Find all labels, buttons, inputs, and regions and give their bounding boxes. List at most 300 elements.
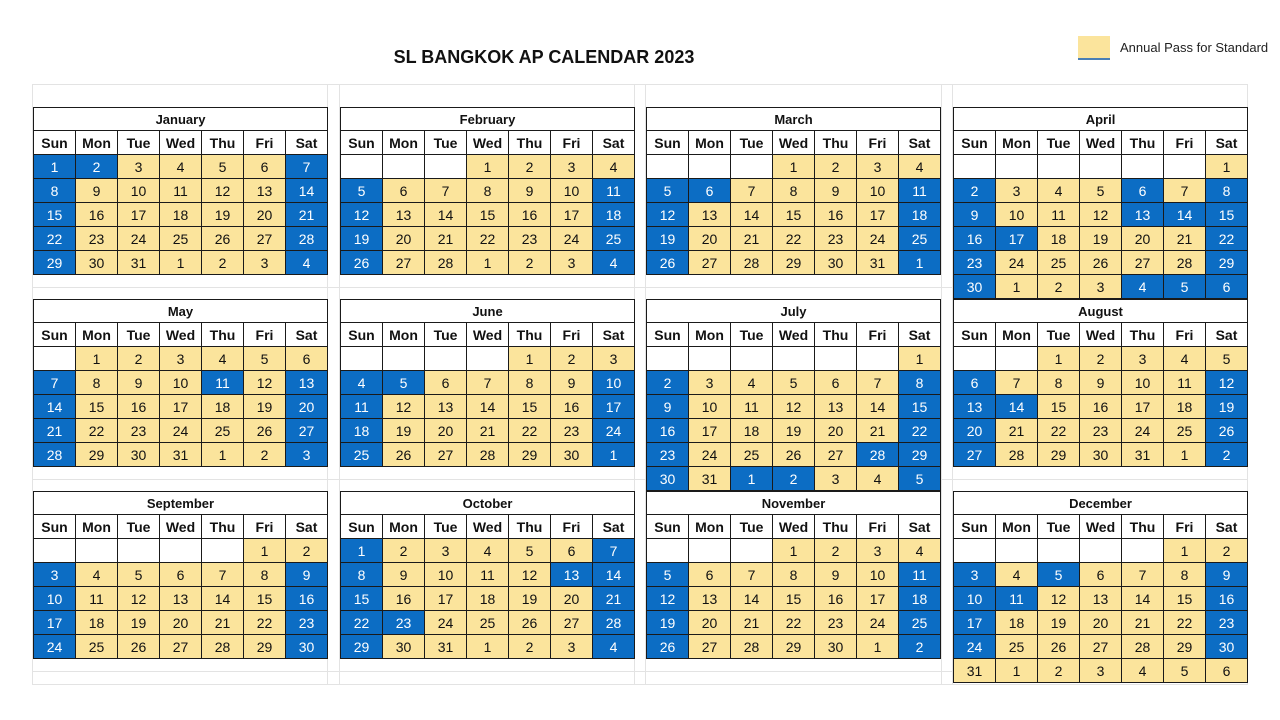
day-cell: 29 bbox=[76, 443, 118, 467]
empty-cell bbox=[341, 347, 383, 371]
empty-cell bbox=[857, 347, 899, 371]
day-cell: 24 bbox=[34, 635, 76, 659]
day-cell: 13 bbox=[425, 395, 467, 419]
month-name: April bbox=[954, 108, 1248, 131]
day-cell: 26 bbox=[341, 251, 383, 275]
day-cell: 15 bbox=[1206, 203, 1248, 227]
day-cell: 3 bbox=[857, 155, 899, 179]
day-cell: 9 bbox=[815, 179, 857, 203]
weekday-header: Fri bbox=[857, 323, 899, 347]
day-cell: 6 bbox=[1122, 179, 1164, 203]
month-table bbox=[953, 299, 1248, 467]
next-month-day-cell: 2 bbox=[509, 635, 551, 659]
next-month-day-cell: 4 bbox=[593, 635, 635, 659]
day-cell: 27 bbox=[425, 443, 467, 467]
next-month-day-cell: 1 bbox=[1164, 443, 1206, 467]
day-cell: 19 bbox=[1206, 395, 1248, 419]
day-cell: 25 bbox=[1038, 251, 1080, 275]
day-cell: 13 bbox=[244, 179, 286, 203]
next-month-day-cell: 4 bbox=[286, 251, 328, 275]
day-cell: 19 bbox=[647, 611, 689, 635]
weekday-header: Sat bbox=[593, 323, 635, 347]
weekday-header: Fri bbox=[551, 131, 593, 155]
month-september bbox=[33, 491, 328, 659]
day-cell: 17 bbox=[160, 395, 202, 419]
sheet-gridline bbox=[941, 84, 942, 684]
day-cell: 6 bbox=[286, 347, 328, 371]
day-cell: 24 bbox=[857, 227, 899, 251]
day-cell: 7 bbox=[731, 563, 773, 587]
weekday-header: Tue bbox=[731, 131, 773, 155]
month-february bbox=[340, 107, 635, 275]
weekday-header: Wed bbox=[160, 323, 202, 347]
weekday-header: Thu bbox=[202, 323, 244, 347]
day-cell: 22 bbox=[899, 419, 941, 443]
weekday-header: Wed bbox=[467, 515, 509, 539]
next-month-day-cell: 1 bbox=[731, 467, 773, 491]
day-cell: 22 bbox=[34, 227, 76, 251]
day-cell: 10 bbox=[118, 179, 160, 203]
weekday-header: Sun bbox=[647, 323, 689, 347]
day-cell: 31 bbox=[1122, 443, 1164, 467]
day-cell: 5 bbox=[202, 155, 244, 179]
day-cell: 3 bbox=[425, 539, 467, 563]
empty-cell bbox=[383, 155, 425, 179]
day-cell: 13 bbox=[286, 371, 328, 395]
day-cell: 23 bbox=[647, 443, 689, 467]
day-cell: 31 bbox=[425, 635, 467, 659]
day-cell: 10 bbox=[689, 395, 731, 419]
weekday-header: Thu bbox=[509, 323, 551, 347]
day-cell: 8 bbox=[773, 563, 815, 587]
day-cell: 28 bbox=[857, 443, 899, 467]
day-cell: 21 bbox=[202, 611, 244, 635]
day-cell: 30 bbox=[1206, 635, 1248, 659]
day-cell: 7 bbox=[425, 179, 467, 203]
day-cell: 24 bbox=[551, 227, 593, 251]
day-cell: 5 bbox=[647, 563, 689, 587]
next-month-day-cell: 1 bbox=[899, 251, 941, 275]
day-cell: 20 bbox=[1122, 227, 1164, 251]
day-cell: 3 bbox=[996, 179, 1038, 203]
day-cell: 5 bbox=[773, 371, 815, 395]
weekday-header: Sat bbox=[286, 323, 328, 347]
day-cell: 23 bbox=[1206, 611, 1248, 635]
sheet-gridline bbox=[32, 84, 1248, 85]
day-cell: 4 bbox=[341, 371, 383, 395]
day-cell: 23 bbox=[76, 227, 118, 251]
day-cell: 13 bbox=[551, 563, 593, 587]
day-cell: 27 bbox=[954, 443, 996, 467]
weekday-header: Mon bbox=[76, 131, 118, 155]
day-cell: 13 bbox=[383, 203, 425, 227]
next-month-day-cell: 6 bbox=[1206, 659, 1248, 683]
day-cell: 8 bbox=[34, 179, 76, 203]
day-cell: 16 bbox=[76, 203, 118, 227]
next-month-day-cell: 3 bbox=[1080, 275, 1122, 299]
legend-label: Annual Pass for Standard bbox=[1120, 40, 1269, 55]
day-cell: 4 bbox=[899, 539, 941, 563]
day-cell: 14 bbox=[593, 563, 635, 587]
weekday-header: Sat bbox=[899, 515, 941, 539]
day-cell: 28 bbox=[1164, 251, 1206, 275]
weekday-header: Mon bbox=[383, 515, 425, 539]
empty-cell bbox=[689, 347, 731, 371]
day-cell: 18 bbox=[899, 587, 941, 611]
day-cell: 8 bbox=[1164, 563, 1206, 587]
weekday-header: Sat bbox=[593, 131, 635, 155]
day-cell: 27 bbox=[160, 635, 202, 659]
day-cell: 12 bbox=[1038, 587, 1080, 611]
day-cell: 17 bbox=[689, 419, 731, 443]
day-cell: 21 bbox=[1122, 611, 1164, 635]
day-cell: 14 bbox=[34, 395, 76, 419]
day-cell: 9 bbox=[1080, 371, 1122, 395]
day-cell: 3 bbox=[118, 155, 160, 179]
day-cell: 2 bbox=[815, 155, 857, 179]
day-cell: 21 bbox=[857, 419, 899, 443]
day-cell: 9 bbox=[76, 179, 118, 203]
day-cell: 26 bbox=[1206, 419, 1248, 443]
weekday-header: Thu bbox=[1122, 515, 1164, 539]
day-cell: 23 bbox=[954, 251, 996, 275]
empty-cell bbox=[1080, 155, 1122, 179]
empty-cell bbox=[76, 539, 118, 563]
day-cell: 27 bbox=[244, 227, 286, 251]
day-cell: 25 bbox=[996, 635, 1038, 659]
day-cell: 13 bbox=[689, 203, 731, 227]
day-cell: 25 bbox=[341, 443, 383, 467]
day-cell: 21 bbox=[467, 419, 509, 443]
weekday-header: Fri bbox=[244, 515, 286, 539]
day-cell: 8 bbox=[1038, 371, 1080, 395]
month-table bbox=[646, 491, 941, 659]
empty-cell bbox=[202, 539, 244, 563]
day-cell: 22 bbox=[76, 419, 118, 443]
day-cell: 20 bbox=[689, 611, 731, 635]
weekday-header: Tue bbox=[118, 323, 160, 347]
day-cell: 31 bbox=[954, 659, 996, 683]
day-cell: 1 bbox=[1038, 347, 1080, 371]
day-cell: 28 bbox=[593, 611, 635, 635]
day-cell: 7 bbox=[202, 563, 244, 587]
day-cell: 31 bbox=[689, 467, 731, 491]
empty-cell bbox=[118, 539, 160, 563]
day-cell: 14 bbox=[425, 203, 467, 227]
weekday-header: Sun bbox=[647, 515, 689, 539]
weekday-header: Sat bbox=[286, 131, 328, 155]
weekday-header: Fri bbox=[244, 323, 286, 347]
day-cell: 1 bbox=[773, 539, 815, 563]
month-name: May bbox=[34, 300, 328, 323]
next-month-day-cell: 1 bbox=[996, 275, 1038, 299]
day-cell: 11 bbox=[899, 179, 941, 203]
day-cell: 28 bbox=[34, 443, 76, 467]
empty-cell bbox=[647, 155, 689, 179]
weekday-header: Mon bbox=[689, 131, 731, 155]
day-cell: 3 bbox=[1122, 347, 1164, 371]
day-cell: 15 bbox=[773, 587, 815, 611]
day-cell: 26 bbox=[244, 419, 286, 443]
day-cell: 15 bbox=[244, 587, 286, 611]
day-cell: 16 bbox=[509, 203, 551, 227]
month-name: November bbox=[647, 492, 941, 515]
day-cell: 28 bbox=[467, 443, 509, 467]
next-month-day-cell: 3 bbox=[1080, 659, 1122, 683]
month-table bbox=[646, 299, 941, 491]
day-cell: 2 bbox=[1206, 539, 1248, 563]
day-cell: 29 bbox=[509, 443, 551, 467]
day-cell: 7 bbox=[731, 179, 773, 203]
day-cell: 8 bbox=[244, 563, 286, 587]
day-cell: 26 bbox=[647, 635, 689, 659]
day-cell: 10 bbox=[954, 587, 996, 611]
day-cell: 19 bbox=[1080, 227, 1122, 251]
weekday-header: Thu bbox=[509, 515, 551, 539]
day-cell: 13 bbox=[689, 587, 731, 611]
next-month-day-cell: 2 bbox=[1038, 659, 1080, 683]
day-cell: 11 bbox=[593, 179, 635, 203]
day-cell: 26 bbox=[1038, 635, 1080, 659]
day-cell: 7 bbox=[467, 371, 509, 395]
day-cell: 25 bbox=[899, 611, 941, 635]
day-cell: 6 bbox=[689, 179, 731, 203]
day-cell: 5 bbox=[118, 563, 160, 587]
day-cell: 25 bbox=[1164, 419, 1206, 443]
day-cell: 7 bbox=[34, 371, 76, 395]
day-cell: 7 bbox=[996, 371, 1038, 395]
empty-cell bbox=[996, 347, 1038, 371]
empty-cell bbox=[1122, 155, 1164, 179]
day-cell: 1 bbox=[899, 347, 941, 371]
next-month-day-cell: 4 bbox=[1122, 275, 1164, 299]
day-cell: 18 bbox=[341, 419, 383, 443]
day-cell: 7 bbox=[1122, 563, 1164, 587]
day-cell: 28 bbox=[996, 443, 1038, 467]
day-cell: 20 bbox=[954, 419, 996, 443]
day-cell: 29 bbox=[34, 251, 76, 275]
month-table bbox=[340, 107, 635, 275]
next-month-day-cell: 2 bbox=[899, 635, 941, 659]
weekday-header: Sun bbox=[34, 515, 76, 539]
day-cell: 23 bbox=[118, 419, 160, 443]
day-cell: 19 bbox=[202, 203, 244, 227]
day-cell: 16 bbox=[118, 395, 160, 419]
day-cell: 11 bbox=[996, 587, 1038, 611]
day-cell: 3 bbox=[34, 563, 76, 587]
month-march bbox=[646, 107, 941, 275]
day-cell: 26 bbox=[1080, 251, 1122, 275]
day-cell: 7 bbox=[1164, 179, 1206, 203]
empty-cell bbox=[689, 539, 731, 563]
empty-cell bbox=[773, 347, 815, 371]
month-august bbox=[953, 299, 1248, 467]
day-cell: 15 bbox=[467, 203, 509, 227]
day-cell: 2 bbox=[118, 347, 160, 371]
day-cell: 21 bbox=[425, 227, 467, 251]
empty-cell bbox=[954, 347, 996, 371]
weekday-header: Tue bbox=[425, 323, 467, 347]
weekday-header: Tue bbox=[425, 131, 467, 155]
empty-cell bbox=[341, 155, 383, 179]
empty-cell bbox=[1080, 539, 1122, 563]
day-cell: 3 bbox=[160, 347, 202, 371]
day-cell: 25 bbox=[76, 635, 118, 659]
day-cell: 6 bbox=[954, 371, 996, 395]
day-cell: 22 bbox=[1206, 227, 1248, 251]
day-cell: 16 bbox=[815, 203, 857, 227]
empty-cell bbox=[467, 347, 509, 371]
weekday-header: Sun bbox=[34, 131, 76, 155]
day-cell: 13 bbox=[1122, 203, 1164, 227]
empty-cell bbox=[34, 347, 76, 371]
day-cell: 14 bbox=[1164, 203, 1206, 227]
day-cell: 5 bbox=[244, 347, 286, 371]
day-cell: 14 bbox=[857, 395, 899, 419]
day-cell: 8 bbox=[76, 371, 118, 395]
day-cell: 23 bbox=[1080, 419, 1122, 443]
weekday-header: Fri bbox=[551, 323, 593, 347]
day-cell: 8 bbox=[773, 179, 815, 203]
next-month-day-cell: 5 bbox=[899, 467, 941, 491]
day-cell: 22 bbox=[1038, 419, 1080, 443]
day-cell: 6 bbox=[689, 563, 731, 587]
next-month-day-cell: 2 bbox=[1038, 275, 1080, 299]
day-cell: 2 bbox=[1080, 347, 1122, 371]
next-month-day-cell: 1 bbox=[202, 443, 244, 467]
day-cell: 16 bbox=[954, 227, 996, 251]
empty-cell bbox=[996, 155, 1038, 179]
day-cell: 2 bbox=[76, 155, 118, 179]
day-cell: 15 bbox=[341, 587, 383, 611]
next-month-day-cell: 3 bbox=[286, 443, 328, 467]
day-cell: 28 bbox=[731, 251, 773, 275]
day-cell: 3 bbox=[857, 539, 899, 563]
empty-cell bbox=[383, 347, 425, 371]
day-cell: 30 bbox=[815, 635, 857, 659]
weekday-header: Tue bbox=[731, 323, 773, 347]
day-cell: 30 bbox=[815, 251, 857, 275]
day-cell: 8 bbox=[509, 371, 551, 395]
day-cell: 1 bbox=[1164, 539, 1206, 563]
day-cell: 17 bbox=[1122, 395, 1164, 419]
day-cell: 12 bbox=[1080, 203, 1122, 227]
day-cell: 12 bbox=[341, 203, 383, 227]
month-table bbox=[646, 107, 941, 275]
day-cell: 25 bbox=[467, 611, 509, 635]
day-cell: 23 bbox=[383, 611, 425, 635]
day-cell: 22 bbox=[341, 611, 383, 635]
weekday-header: Tue bbox=[118, 131, 160, 155]
day-cell: 18 bbox=[593, 203, 635, 227]
day-cell: 27 bbox=[689, 251, 731, 275]
day-cell: 20 bbox=[244, 203, 286, 227]
day-cell: 30 bbox=[954, 275, 996, 299]
empty-cell bbox=[425, 347, 467, 371]
day-cell: 16 bbox=[383, 587, 425, 611]
day-cell: 16 bbox=[1080, 395, 1122, 419]
day-cell: 16 bbox=[815, 587, 857, 611]
day-cell: 8 bbox=[341, 563, 383, 587]
day-cell: 23 bbox=[815, 611, 857, 635]
day-cell: 28 bbox=[202, 635, 244, 659]
weekday-header: Wed bbox=[1080, 131, 1122, 155]
day-cell: 22 bbox=[1164, 611, 1206, 635]
day-cell: 31 bbox=[160, 443, 202, 467]
day-cell: 9 bbox=[118, 371, 160, 395]
month-table bbox=[340, 491, 635, 659]
day-cell: 28 bbox=[425, 251, 467, 275]
day-cell: 17 bbox=[425, 587, 467, 611]
day-cell: 11 bbox=[76, 587, 118, 611]
day-cell: 18 bbox=[996, 611, 1038, 635]
day-cell: 1 bbox=[509, 347, 551, 371]
day-cell: 30 bbox=[118, 443, 160, 467]
day-cell: 25 bbox=[731, 443, 773, 467]
day-cell: 14 bbox=[731, 587, 773, 611]
empty-cell bbox=[689, 155, 731, 179]
day-cell: 19 bbox=[383, 419, 425, 443]
day-cell: 10 bbox=[857, 563, 899, 587]
weekday-header: Thu bbox=[509, 131, 551, 155]
day-cell: 28 bbox=[731, 635, 773, 659]
day-cell: 12 bbox=[202, 179, 244, 203]
day-cell: 11 bbox=[341, 395, 383, 419]
day-cell: 4 bbox=[899, 155, 941, 179]
weekday-header: Mon bbox=[996, 323, 1038, 347]
day-cell: 21 bbox=[731, 611, 773, 635]
day-cell: 11 bbox=[1038, 203, 1080, 227]
weekday-header: Wed bbox=[467, 323, 509, 347]
day-cell: 31 bbox=[857, 251, 899, 275]
weekday-header: Sat bbox=[899, 323, 941, 347]
day-cell: 27 bbox=[286, 419, 328, 443]
day-cell: 12 bbox=[244, 371, 286, 395]
day-cell: 27 bbox=[551, 611, 593, 635]
weekday-header: Sun bbox=[341, 515, 383, 539]
month-april bbox=[953, 107, 1248, 299]
day-cell: 2 bbox=[509, 155, 551, 179]
next-month-day-cell: 1 bbox=[160, 251, 202, 275]
day-cell: 24 bbox=[425, 611, 467, 635]
day-cell: 12 bbox=[383, 395, 425, 419]
day-cell: 29 bbox=[1206, 251, 1248, 275]
day-cell: 25 bbox=[202, 419, 244, 443]
next-month-day-cell: 4 bbox=[1122, 659, 1164, 683]
day-cell: 26 bbox=[118, 635, 160, 659]
weekday-header: Fri bbox=[244, 131, 286, 155]
next-month-day-cell: 3 bbox=[551, 251, 593, 275]
day-cell: 29 bbox=[1164, 635, 1206, 659]
day-cell: 21 bbox=[593, 587, 635, 611]
day-cell: 15 bbox=[1038, 395, 1080, 419]
day-cell: 29 bbox=[773, 251, 815, 275]
empty-cell bbox=[1038, 155, 1080, 179]
day-cell: 2 bbox=[954, 179, 996, 203]
weekday-header: Mon bbox=[383, 131, 425, 155]
day-cell: 27 bbox=[689, 635, 731, 659]
legend-swatch bbox=[1078, 36, 1110, 60]
day-cell: 3 bbox=[689, 371, 731, 395]
weekday-header: Mon bbox=[689, 515, 731, 539]
day-cell: 9 bbox=[551, 371, 593, 395]
day-cell: 4 bbox=[1038, 179, 1080, 203]
day-cell: 20 bbox=[815, 419, 857, 443]
day-cell: 12 bbox=[509, 563, 551, 587]
day-cell: 2 bbox=[286, 539, 328, 563]
day-cell: 5 bbox=[1080, 179, 1122, 203]
day-cell: 4 bbox=[467, 539, 509, 563]
